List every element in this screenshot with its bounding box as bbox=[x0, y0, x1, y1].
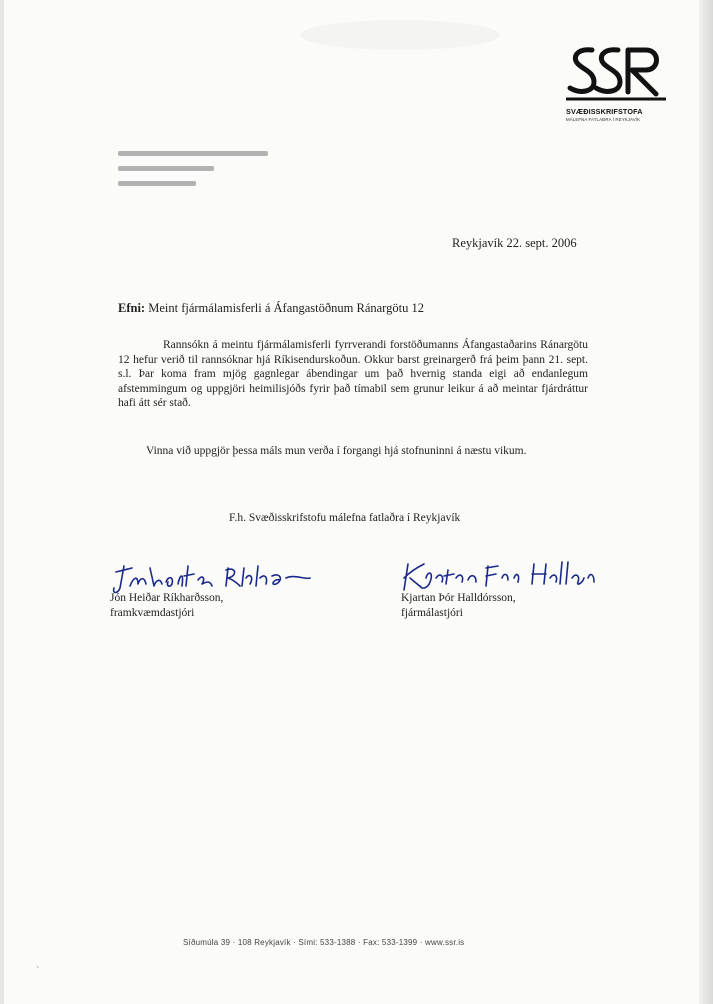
scan-mark: ` bbox=[36, 966, 40, 977]
letterhead-footer: Síðumúla 39 · 108 Reykjavík · Sími: 533-1388 · Fax: 533-1399 · www.ssr.is bbox=[183, 938, 465, 947]
scan-smudge bbox=[300, 20, 500, 50]
scan-edge-right bbox=[699, 0, 713, 1004]
letter-date: Reykjavík 22. sept. 2006 bbox=[452, 236, 577, 250]
logo-tagline: MÁLEFNA FATLAÐRA Í REYKJAVÍK bbox=[566, 117, 641, 122]
body-paragraph-2: Vinna við uppgjör þessa máls mun verða í forgangi hjá stofnuninni á næstu vikum. bbox=[146, 445, 527, 457]
logo-name: SVÆÐISSKRIFSTOFA bbox=[566, 107, 643, 116]
subject-text: Meint fjármálamisferli á Áfangastöðnum Ránargötu 12 bbox=[148, 301, 424, 315]
ssr-logo bbox=[566, 44, 666, 106]
signatory-2-title: fjármálastjóri bbox=[401, 607, 463, 619]
signatory-2-block bbox=[401, 591, 516, 621]
redacted-address-line bbox=[118, 178, 278, 189]
signatory-1-name: Jón Heiðar Ríkharðsson, bbox=[110, 592, 224, 604]
subject-line bbox=[118, 301, 424, 316]
subject-label: Efni: bbox=[118, 301, 146, 315]
body-paragraph-1: Rannsókn á meintu fjármálamisferli fyrrverandi forstöðumanns Áfangastaðarins Ránargötu 12 hefur verið til rannsóknar hjá Ríkisendurskoðun. Okkur barst greinargerð frá þeim þann 21. sept. s.l. Þar koma fram mjög gagnlegar ábendingar um það hvernig standa eigi að endanlegum afstemmingum og uppgjöri heimilisjóðs fyrir það tímabil sem grunur leikur á að meintar fjárdráttur hafi átt sér stað. bbox=[118, 339, 588, 409]
scan-edge-left bbox=[0, 0, 4, 1004]
signatory-1-block bbox=[110, 591, 223, 621]
redacted-address-line bbox=[118, 148, 278, 159]
signatory-2-name: Kjartan Þór Halldórsson, bbox=[401, 592, 516, 604]
signatory-1-title: framkvæmdastjóri bbox=[110, 607, 195, 619]
closing-line: F.h. Svæðisskrifstofu málefna fatlaðra í Reykjavík bbox=[229, 512, 461, 524]
redacted-address-line bbox=[118, 163, 278, 174]
